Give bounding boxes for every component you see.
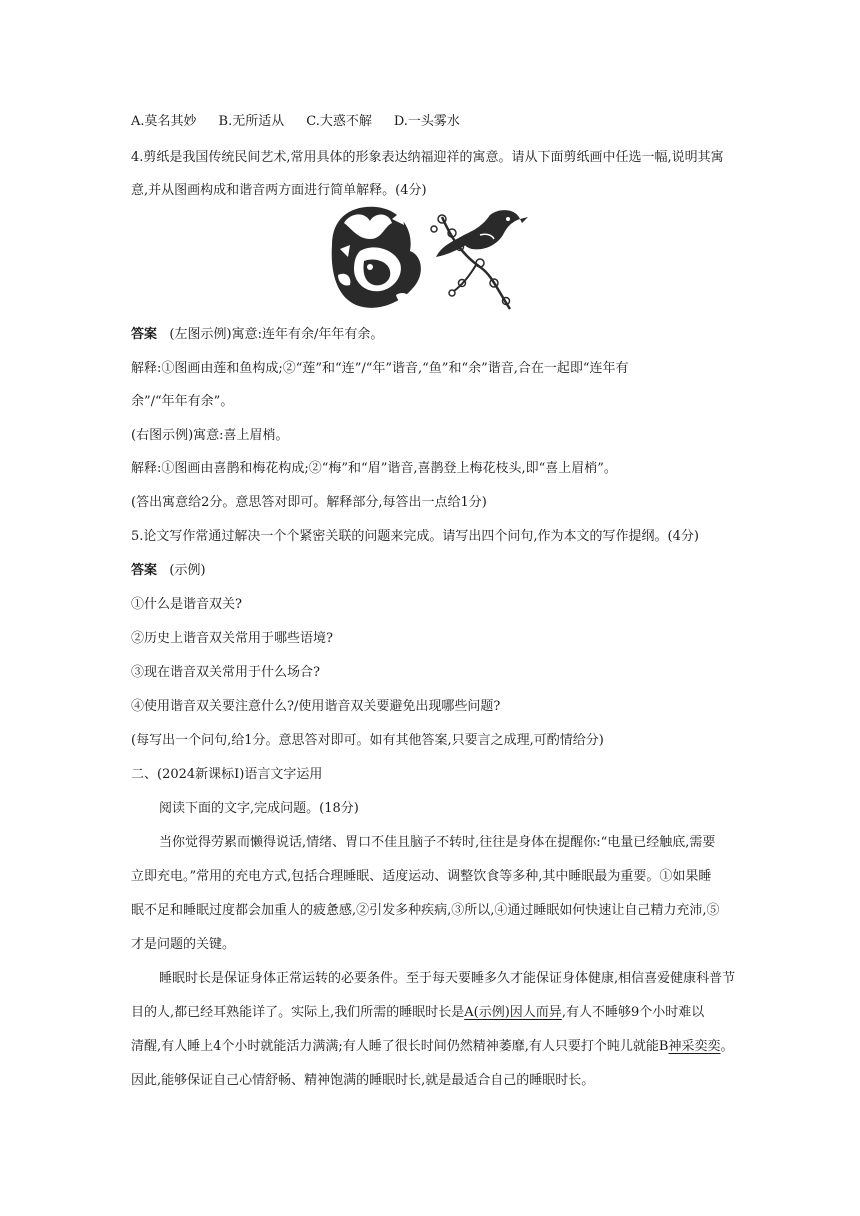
passage-p1-line: 立即充电。”常用的充电方式,包括合理睡眠、适度运动、调整饮食等多种,其中睡眠最为重要。①如果睡: [131, 869, 712, 884]
q5-scoring: (每写出一个问句,给1分。意思答对即可。如有其他答案,只要言之成理,可酌情给分): [131, 733, 604, 748]
q5-stem: 5.论文写作常通过解决一个个紧密关联的问题来完成。请写出四个问句,作为本文的写作提纲。(4分): [131, 529, 699, 544]
option-b: B.无所适从: [218, 114, 285, 129]
q4-stem-line2: 意,并从图画构成和谐音两方面进行简单解释。(4分): [131, 183, 427, 198]
section-instruction: 阅读下面的文字,完成问题。(18分): [159, 801, 359, 816]
passage-p2-line: 睡眠时长是保证身体正常运转的必要条件。至于每天要睡多久才能保证身体健康,相信喜爱健康科普节: [159, 971, 736, 986]
q4-explain1-line2: 余”/“年年有余”。: [131, 394, 234, 409]
options-line: [131, 112, 482, 132]
section-heading: 二、(2024新课标Ⅰ)语言文字运用: [131, 767, 323, 782]
answer-label: 答案: [131, 563, 158, 578]
passage-p2-line: [131, 1037, 734, 1057]
option-c: C.大惑不解: [306, 114, 372, 129]
q5-item: ①什么是谐音双关?: [131, 597, 242, 612]
q5-item: ②历史上谐音双关常用于哪些语境?: [131, 631, 333, 646]
passage-p2-line: 因此,能够保证自己心情舒畅、精神饱满的睡眠时长,就是最适合自己的睡眠时长。: [131, 1073, 595, 1088]
passage-text: 清醒,有人睡上4个小时就能活力满满;有人睡了很长时间仍然精神萎靡,有人只要打个盹儿就能B: [131, 1039, 669, 1054]
q4-scoring: (答出寓意给2分。意思答对即可。解释部分,每答出一点给1分): [131, 495, 487, 510]
option-d: D.一头雾水: [393, 114, 460, 129]
underlined-mark-b: 神采奕奕: [668, 1039, 721, 1054]
q5-item: ③现在谐音双关常用于什么场合?: [131, 665, 320, 680]
passage-text: ,有人不睡够9个小时难以: [561, 1005, 705, 1020]
q4-stem-line1: 4.剪纸是我国传统民间艺术,常用具体的形象表达纳福迎祥的寓意。请从下面剪纸画中任选一幅,说明其寓: [131, 150, 724, 165]
lotus-fish-papercut-icon: [332, 207, 421, 308]
papercut-figure: [330, 205, 530, 317]
passage-p1-line: 才是问题的关键。: [131, 937, 236, 952]
answer-left-text: (左图示例)寓意:连年有余/年年有余。: [169, 327, 384, 342]
option-a: A.莫名其妙: [131, 114, 197, 129]
answer-note: (示例): [169, 563, 206, 578]
passage-p1-line: 当你觉得劳累而懒得说话,情绪、胃口不佳且脑子不转时,往往是身体在提醒你:“电量已经触底,需要: [159, 835, 716, 850]
passage-text: 。: [720, 1039, 734, 1054]
answer-label: 答案: [131, 327, 158, 342]
underlined-mark-a: A(示例)因人而异: [464, 1005, 562, 1020]
q5-item: ④使用谐音双关要注意什么?/使用谐音双关要避免出现哪些问题?: [131, 699, 501, 714]
q4-answer-right: (右图示例)寓意:喜上眉梢。: [131, 428, 289, 443]
passage-p2-line: [131, 1003, 704, 1023]
q4-explain1-line1: 解释:①图画由莲和鱼构成;②“莲”和“连”/“年”谐音,“鱼”和“余”谐音,合在一起即“连年有: [131, 361, 629, 376]
passage-p1-line: 眠不足和睡眠过度都会加重人的疲惫感,②引发多种疾病,③所以,④通过睡眠如何快速让自己精力充沛,⑤: [131, 903, 720, 918]
q4-explain2: 解释:①图画由喜鹊和梅花构成;②“梅”和“眉”谐音,喜鹊登上梅花枝头,即“喜上眉梢”。: [131, 461, 617, 476]
magpie-plum-papercut-icon: [431, 210, 528, 309]
q4-answer-left: [131, 325, 383, 345]
passage-text: 目的人,都已经耳熟能详了。实际上,我们所需的睡眠时长是: [131, 1005, 465, 1020]
q5-answer: [131, 561, 206, 581]
